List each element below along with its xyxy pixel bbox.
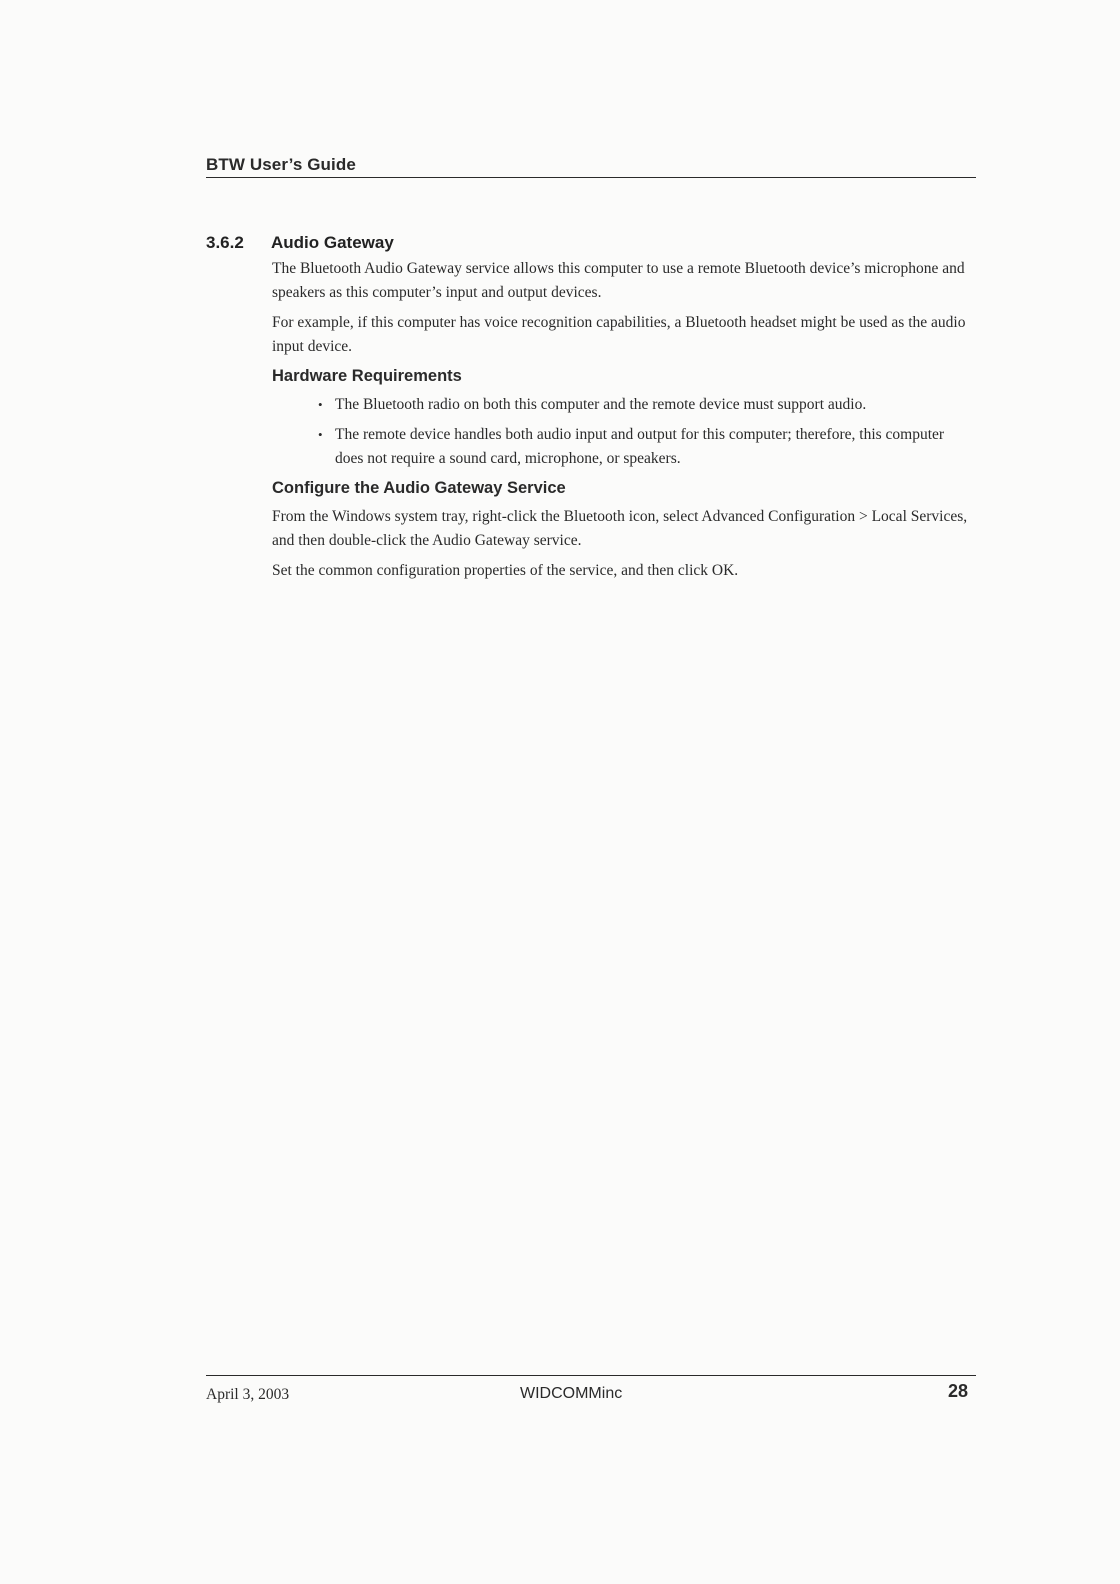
configure-instructions-paragraph: From the Windows system tray, right-click the Bluetooth icon, select Advanced Configuration > Local Services, and then double-click the Audio Gateway service. xyxy=(272,508,968,549)
bullet-item xyxy=(272,393,972,417)
page-footer xyxy=(206,1375,976,1406)
header-title: BTW User’s Guide xyxy=(206,155,356,174)
section-number: 3.6.2 xyxy=(206,233,244,252)
footer-date: April 3, 2003 xyxy=(206,1386,290,1403)
bullet-text: The Bluetooth radio on both this computer and the remote device must support audio. xyxy=(335,396,867,413)
intro-paragraph: The Bluetooth Audio Gateway service allows this computer to use a remote Bluetooth device’s microphone and speakers as this computer’s input and output devices. xyxy=(272,260,965,301)
bullet-item xyxy=(272,423,972,471)
running-header xyxy=(206,155,976,178)
page-number: 28 xyxy=(947,1381,968,1401)
bullet-icon: • xyxy=(318,397,323,412)
section-title: Audio Gateway xyxy=(271,233,394,252)
example-paragraph: For example, if this computer has voice recognition capabilities, a Bluetooth headset might be used as the audio input device. xyxy=(272,314,966,355)
configure-service-heading: Configure the Audio Gateway Service xyxy=(272,479,566,497)
hardware-requirements-heading: Hardware Requirements xyxy=(272,367,462,385)
section-body xyxy=(272,257,972,589)
section-heading xyxy=(206,233,394,253)
configure-properties-paragraph: Set the common configuration properties of the service, and then click OK. xyxy=(272,562,739,579)
footer-company: WIDCOMMinc xyxy=(520,1385,623,1402)
bullet-icon: • xyxy=(318,427,323,442)
bullet-text: The remote device handles both audio input and output for this computer; therefore, this computer does not require a sound card, microphone, or speakers. xyxy=(335,426,945,467)
